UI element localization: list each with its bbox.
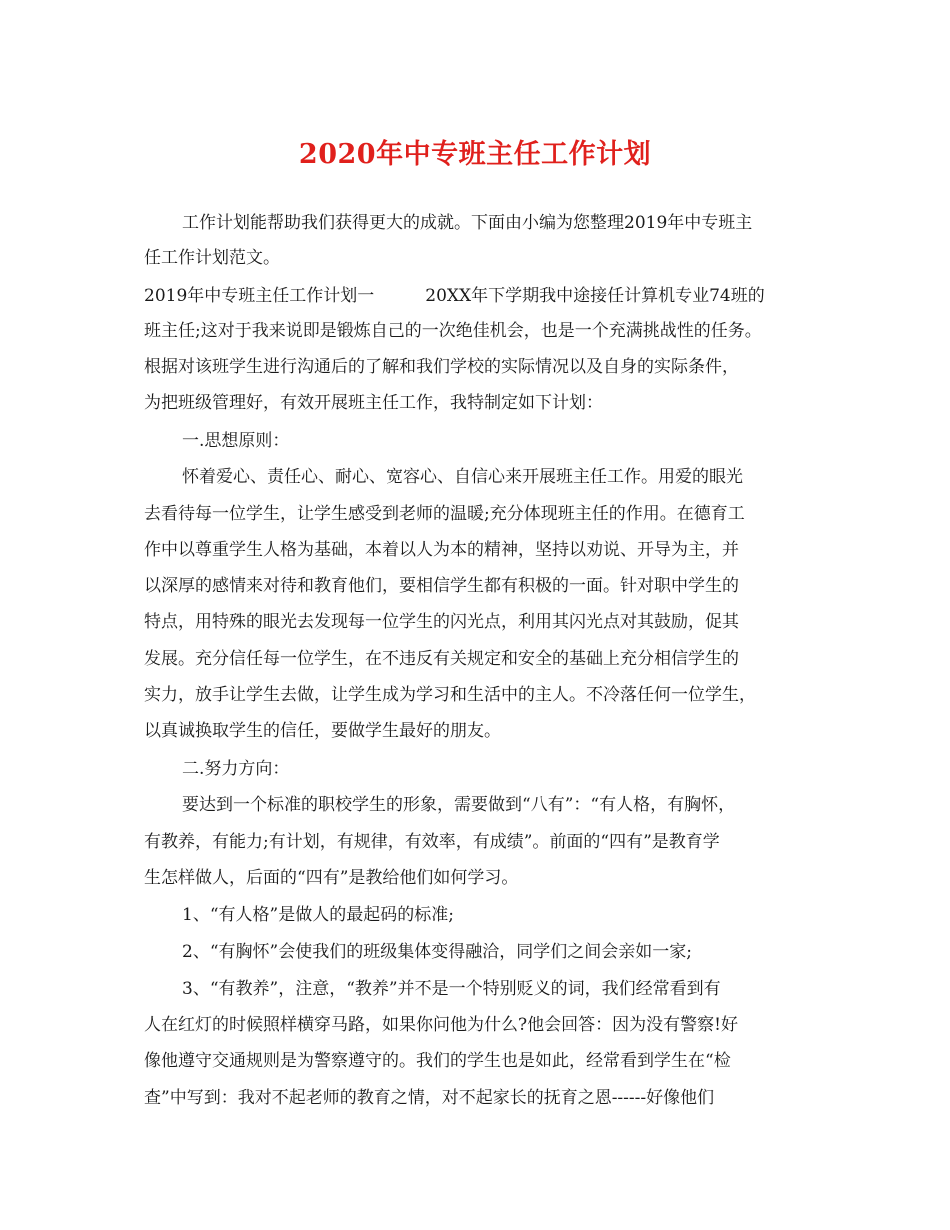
paragraph-line: 2019年中专班主任工作计划一 20XX年下学期我中途接任计算机专业74班的 <box>144 286 765 306</box>
paragraph-line: 班主任;这对于我来说即是锻炼自己的一次绝佳机会，也是一个充满挑战性的任务。 <box>144 321 762 341</box>
paragraph-line: 像他遵守交通规则是为警察遵守的。我们的学生也是如此，经常看到学生在“检 <box>144 1051 731 1071</box>
paragraph-line: 任工作计划范文。 <box>144 248 280 268</box>
document-title: 2020年中专班主任工作计划 <box>298 139 652 170</box>
paragraph-line: 查”中写到：我对不起老师的教育之情，对不起家长的抚育之恩------好像他们 <box>144 1088 715 1108</box>
list-item: 1、“有人格”是做人的最起码的标准; <box>182 905 454 925</box>
paragraph-line: 去看待每一位学生，让学生感受到老师的温暖;充分体现班主任的作用。在德育工 <box>144 504 745 524</box>
paragraph-line: 根据对该班学生进行沟通后的了解和我们学校的实际情况以及自身的实际条件， <box>144 357 739 377</box>
list-item: 2、“有胸怀”会使我们的班级集体变得融洽，同学们之间会亲如一家; <box>182 942 692 962</box>
paragraph-line: 以深厚的感情来对待和教育他们，要相信学生都有积极的一面。针对职中学生的 <box>144 576 739 596</box>
paragraph-line: 怀着爱心、责任心、耐心、宽容心、自信心来开展班主任工作。用爱的眼光 <box>182 467 743 487</box>
list-item: 3、“有教养”，注意，“教养”并不是一个特别贬义的词，我们经常看到有 <box>182 979 721 999</box>
paragraph-line: 发展。充分信任每一位学生，在不违反有关规定和安全的基础上充分相信学生的 <box>144 649 739 669</box>
paragraph-line: 人在红灯的时候照样横穿马路，如果你问他为什么?他会回答：因为没有警察!好 <box>144 1015 738 1035</box>
paragraph-line: 为把班级管理好，有效开展班主任工作，我特制定如下计划： <box>144 393 603 413</box>
paragraph-line: 特点，用特殊的眼光去发现每一位学生的闪光点，利用其闪光点对其鼓励，促其 <box>144 612 739 632</box>
paragraph-line: 作中以尊重学生人格为基础，本着以人为本的精神，坚持以劝说、开导为主，并 <box>144 540 739 560</box>
paragraph-line: 有教养，有能力;有计划，有规律，有效率，有成绩”。前面的“四有”是教育学 <box>144 832 720 852</box>
paragraph-line: 要达到一个标准的职校学生的形象，需要做到“八有”：“有人格，有胸怀， <box>182 795 736 815</box>
paragraph-line: 以真诚换取学生的信任，要做学生最好的朋友。 <box>144 721 501 741</box>
section-heading: 一.思想原则： <box>182 431 290 451</box>
section-heading: 二.努力方向： <box>182 759 290 779</box>
paragraph-line: 工作计划能帮助我们获得更大的成就。下面由小编为您整理2019年中专班主 <box>182 213 753 233</box>
paragraph-line: 实力，放手让学生去做，让学生成为学习和生活中的主人。不冷落任何一位学生， <box>144 685 756 705</box>
paragraph-line: 生怎样做人，后面的“四有”是教给他们如何学习。 <box>144 868 519 888</box>
